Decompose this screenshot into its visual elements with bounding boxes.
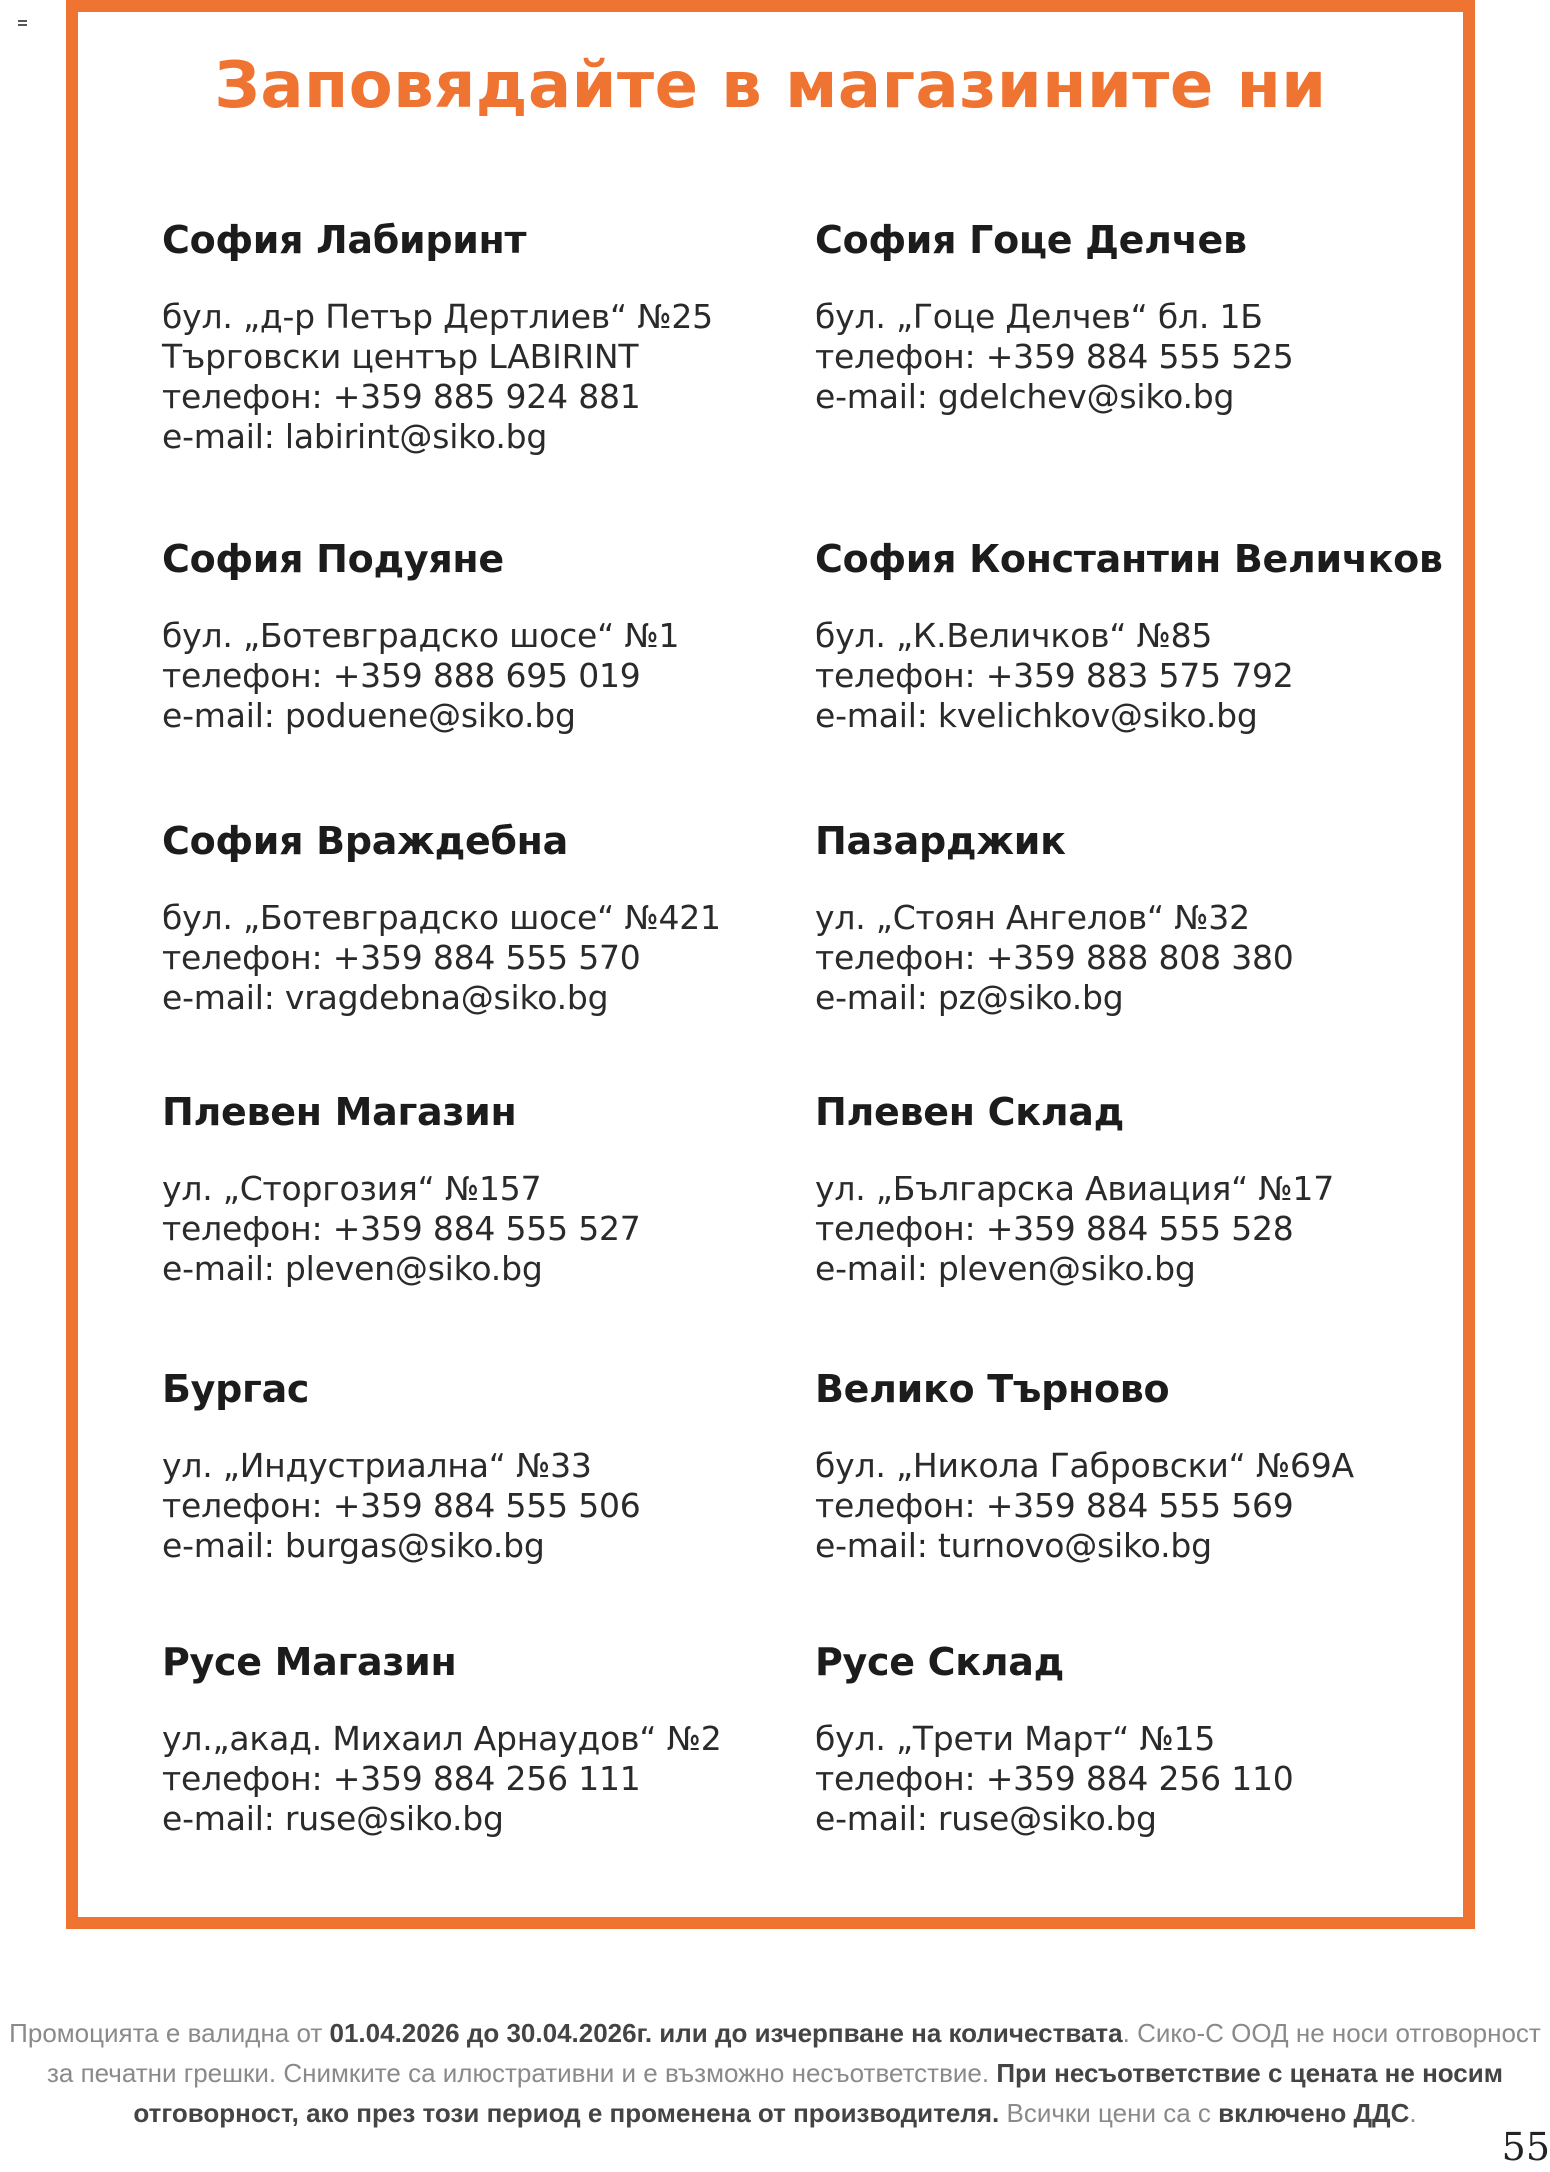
store-address: бул. „К.Величков“ №85 — [815, 616, 1213, 655]
store-block — [162, 1087, 802, 1289]
store-email: e-mail: burgas@siko.bg — [162, 1526, 545, 1565]
store-name: Бургас — [162, 1367, 310, 1411]
store-name: Русе Магазин — [162, 1640, 457, 1684]
store-email: e-mail: pz@siko.bg — [815, 978, 1124, 1017]
store-phone: телефон: +359 883 575 792 — [815, 656, 1294, 695]
store-address: ул. „Стоян Ангелов“ №32 — [815, 898, 1250, 937]
store-email: e-mail: labirint@siko.bg — [162, 417, 548, 456]
store-block — [162, 534, 802, 736]
store-block — [162, 1364, 802, 1566]
store-block — [162, 1637, 802, 1839]
store-address-extra: Търговски център LABIRINT — [162, 337, 639, 376]
store-phone: телефон: +359 888 695 019 — [162, 656, 641, 695]
store-block — [815, 1087, 1455, 1289]
footer-text: . — [1409, 2098, 1417, 2128]
store-phone: телефон: +359 884 256 110 — [815, 1759, 1294, 1798]
store-name: София Враждебна — [162, 819, 568, 863]
page-number: 55 — [1501, 2125, 1550, 2169]
store-phone: телефон: +359 884 555 570 — [162, 938, 641, 977]
footer-text: Всички цени са с — [999, 2098, 1219, 2128]
store-name: София Подуяне — [162, 537, 504, 581]
store-phone: телефон: +359 884 555 528 — [815, 1209, 1294, 1248]
store-name: Пазарджик — [815, 819, 1066, 863]
store-name: Плевен Магазин — [162, 1090, 517, 1134]
store-email: e-mail: pleven@siko.bg — [815, 1249, 1196, 1288]
store-name: Русе Склад — [815, 1640, 1064, 1684]
store-email: e-mail: poduene@siko.bg — [162, 696, 576, 735]
store-address: ул. „Индустриална“ №33 — [162, 1446, 592, 1485]
footer-line-2 — [0, 2053, 1550, 2093]
store-address: бул. „Ботевградско шосе“ №1 — [162, 616, 680, 655]
store-block — [162, 215, 802, 457]
footer-vat-text: включено ДДС — [1218, 2098, 1410, 2128]
footer-disclaimer — [0, 2013, 1550, 2133]
footer-line-3 — [0, 2093, 1550, 2133]
store-address: бул. „Ботевградско шосе“ №421 — [162, 898, 721, 937]
store-phone: телефон: +359 884 555 506 — [162, 1486, 641, 1525]
store-email: e-mail: ruse@siko.bg — [815, 1799, 1157, 1838]
store-phone: телефон: +359 884 256 111 — [162, 1759, 641, 1798]
store-block — [162, 816, 802, 1018]
store-phone: телефон: +359 888 808 380 — [815, 938, 1294, 977]
store-address: бул. „Никола Габровски“ №69А — [815, 1446, 1354, 1485]
footer-text: Промоцията е валидна от — [9, 2018, 330, 2048]
footer-text: за печатни грешки. Снимките са илюстративни и е възможно несъответствие. — [47, 2058, 997, 2088]
store-name: Велико Търново — [815, 1367, 1170, 1411]
footer-line-1 — [0, 2013, 1550, 2053]
store-address: ул. „Българска Авиация“ №17 — [815, 1169, 1334, 1208]
footer-validity-dates: 01.04.2026 до 30.04.2026г. или до изчерпване на количествата — [329, 2018, 1123, 2048]
footer-bold-text: При несъответствие с цената не носим — [996, 2058, 1503, 2088]
store-email: e-mail: turnovo@siko.bg — [815, 1526, 1212, 1565]
corner-mark — [18, 20, 27, 26]
store-email: e-mail: kvelichkov@siko.bg — [815, 696, 1258, 735]
footer-text: . Сико-С ООД не носи отговорност — [1122, 2018, 1541, 2048]
store-block — [815, 1637, 1455, 1839]
page-title: Заповядайте в магазините ни — [214, 49, 1327, 123]
store-address: ул. „Сторгозия“ №157 — [162, 1169, 542, 1208]
store-name: София Гоце Делчев — [815, 218, 1247, 262]
store-name: София Лабиринт — [162, 218, 527, 262]
store-address: ул.„акад. Михаил Арнаудов“ №2 — [162, 1719, 722, 1758]
store-address: бул. „Трети Март“ №15 — [815, 1719, 1216, 1758]
store-phone: телефон: +359 884 555 569 — [815, 1486, 1294, 1525]
store-name: София Константин Величков — [815, 537, 1443, 581]
store-name: Плевен Склад — [815, 1090, 1124, 1134]
store-block — [815, 215, 1455, 417]
store-email: e-mail: vragdebna@siko.bg — [162, 978, 609, 1017]
store-phone: телефон: +359 884 555 525 — [815, 337, 1294, 376]
store-email: e-mail: ruse@siko.bg — [162, 1799, 504, 1838]
store-phone: телефон: +359 885 924 881 — [162, 377, 641, 416]
store-block — [815, 816, 1455, 1018]
store-phone: телефон: +359 884 555 527 — [162, 1209, 641, 1248]
store-address: бул. „д-р Петър Дертлиев“ №25 — [162, 297, 713, 336]
footer-bold-text: отговорност, ако през този период е променена от производителя. — [133, 2098, 1000, 2128]
store-block — [815, 534, 1455, 736]
store-address: бул. „Гоце Делчев“ бл. 1Б — [815, 297, 1263, 336]
store-email: e-mail: gdelchev@siko.bg — [815, 377, 1235, 416]
store-email: e-mail: pleven@siko.bg — [162, 1249, 543, 1288]
store-block — [815, 1364, 1455, 1566]
